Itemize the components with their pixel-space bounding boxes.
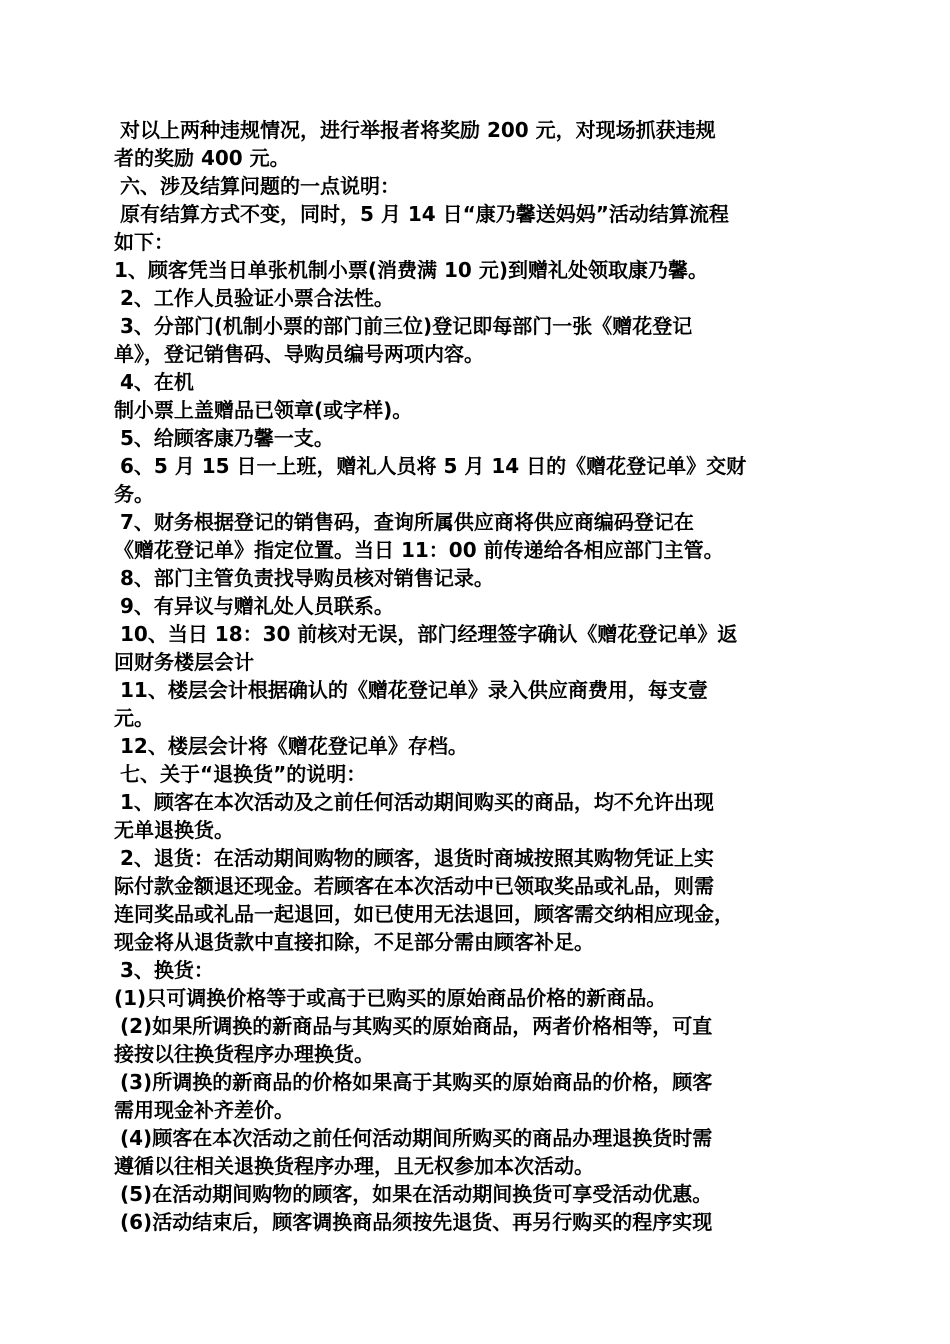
text-line: 对以上两种违规情况，进行举报者将奖励 200 元，对现场抓获违规 bbox=[120, 118, 716, 142]
text-line: 2、工作人员验证小票合法性。 bbox=[120, 286, 394, 310]
text-line: 10、当日 18：30 前核对无误，部门经理签字确认《赠花登记单》返 bbox=[120, 622, 738, 646]
text-line: 七、关于“退换货”的说明： bbox=[120, 762, 367, 786]
text-line: 12、楼层会计将《赠花登记单》存档。 bbox=[120, 734, 468, 758]
text-line: 现金将从退货款中直接扣除，不足部分需由顾客补足。 bbox=[114, 930, 594, 954]
text-line: (3)所调换的新商品的价格如果高于其购买的原始商品的价格，顾客 bbox=[120, 1070, 713, 1094]
text-line: (6)活动结束后，顾客调换商品须按先退货、再另行购买的程序实现 bbox=[120, 1210, 713, 1234]
text-line: 接按以往换货程序办理换货。 bbox=[114, 1042, 374, 1066]
text-line: (1)只可调换价格等于或高于已购买的原始商品价格的新商品。 bbox=[114, 986, 667, 1010]
text-line: 5、给顾客康乃馨一支。 bbox=[120, 426, 334, 450]
text-line: 如下： bbox=[114, 230, 174, 254]
text-line: 遵循以往相关退换货程序办理，且无权参加本次活动。 bbox=[114, 1154, 594, 1178]
text-line: 6、5 月 15 日一上班，赠礼人员将 5 月 14 日的《赠花登记单》交财 bbox=[120, 454, 747, 478]
text-line: 9、有异议与赠礼处人员联系。 bbox=[120, 594, 394, 618]
text-line: 8、部门主管负责找导购员核对销售记录。 bbox=[120, 566, 494, 590]
text-line: 3、分部门(机制小票的部门前三位)登记即每部门一张《赠花登记 bbox=[120, 314, 693, 338]
document-page bbox=[114, 116, 856, 1236]
text-line: (5)在活动期间购物的顾客，如果在活动期间换货可享受活动优惠。 bbox=[120, 1182, 713, 1206]
text-line: 原有结算方式不变，同时，5 月 14 日“康乃馨送妈妈”活动结算流程 bbox=[120, 202, 729, 226]
text-line: 11、楼层会计根据确认的《赠花登记单》录入供应商费用，每支壹 bbox=[120, 678, 708, 702]
text-line: 际付款金额退还现金。若顾客在本次活动中已领取奖品或礼品，则需 bbox=[114, 874, 714, 898]
text-line: 需用现金补齐差价。 bbox=[114, 1098, 294, 1122]
text-line: 六、涉及结算问题的一点说明： bbox=[120, 174, 400, 198]
text-line: (2)如果所调换的新商品与其购买的原始商品，两者价格相等，可直 bbox=[120, 1014, 713, 1038]
text-line: 1、顾客在本次活动及之前任何活动期间购买的商品，均不允许出现 bbox=[120, 790, 714, 814]
text-line: 元。 bbox=[114, 706, 154, 730]
text-line: (4)顾客在本次活动之前任何活动期间所购买的商品办理退换货时需 bbox=[120, 1126, 713, 1150]
text-line: 务。 bbox=[114, 482, 154, 506]
text-line: 连同奖品或礼品一起退回，如已使用无法退回，顾客需交纳相应现金， bbox=[114, 902, 734, 926]
text-line: 回财务楼层会计 bbox=[114, 650, 254, 674]
text-line: 3、换货： bbox=[120, 958, 214, 982]
text-line: 2、退货：在活动期间购物的顾客，退货时商城按照其购物凭证上实 bbox=[120, 846, 714, 870]
text-line: 4、在机 bbox=[120, 370, 194, 394]
text-line: 者的奖励 400 元。 bbox=[114, 146, 290, 170]
text-line: 1、顾客凭当日单张机制小票(消费满 10 元)到赠礼处领取康乃馨。 bbox=[114, 258, 708, 282]
text-line: 单》，登记销售码、导购员编号两项内容。 bbox=[114, 342, 484, 366]
text-line: 制小票上盖赠品已领章(或字样)。 bbox=[114, 398, 413, 422]
text-line: 7、财务根据登记的销售码，查询所属供应商将供应商编码登记在 bbox=[120, 510, 694, 534]
text-line: 无单退换货。 bbox=[114, 818, 234, 842]
text-line: 《赠花登记单》指定位置。当日 11：00 前传递给各相应部门主管。 bbox=[114, 538, 724, 562]
